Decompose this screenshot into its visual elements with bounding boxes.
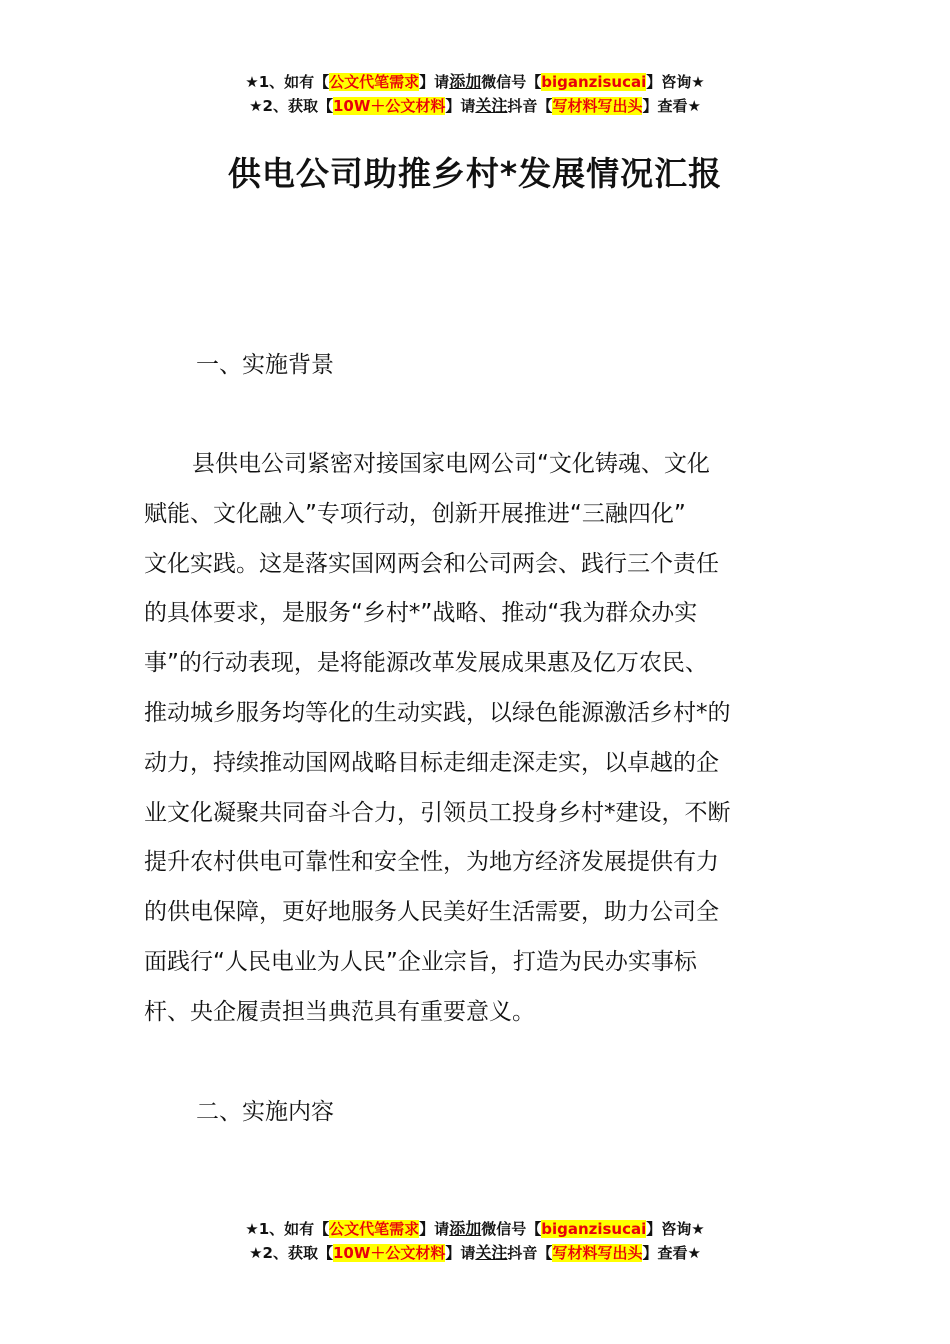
document-title: 供电公司助推乡村*发展情况汇报: [227, 154, 723, 193]
promo-line-2: ★2、获取【10W＋公文材料】请关注抖音【写材料写出头】查看★: [249, 96, 701, 115]
highlight-materials: 10W＋公文材料: [332, 97, 446, 115]
paragraph-line: 事”的行动表现，是将能源改革发展成果惠及亿万农民、: [144, 650, 708, 677]
promo-banner-bottom: [0, 1217, 950, 1265]
section-1-heading: 一、实施背景: [196, 352, 334, 378]
paragraph-line: 面践行“人民电业为人民”企业宗旨，打造为民办实事标: [144, 948, 697, 975]
promo-line-1: ★1、如有【公文代笔需求】请添加微信号【biganzisucai】咨询★: [245, 1219, 705, 1238]
paragraph-line: 县供电公司紧密对接国家电网公司“文化铸魂、文化: [192, 451, 710, 477]
paragraph-line: 的具体要求，是服务“乡村*”战略、推动“我为群众办实: [144, 600, 698, 627]
paragraph-line: 业文化凝聚共同奋斗合力，引领员工投身乡村*建设，不断: [144, 799, 731, 826]
promo-line-2: ★2、获取【10W＋公文材料】请关注抖音【写材料写出头】查看★: [249, 1243, 701, 1262]
paragraph-line: 提升农村供电可靠性和安全性，为地方经济发展提供有力: [144, 849, 719, 876]
paragraph-line: 推动城乡服务均等化的生动实践，以绿色能源激活乡村*的: [144, 699, 731, 726]
paragraph-line: 的供电保障，更好地服务人民美好生活需要，助力公司全: [144, 899, 719, 926]
highlight-service: 公文代笔需求: [329, 73, 420, 91]
highlight-service: 公文代笔需求: [329, 1220, 420, 1238]
highlight-douyin-account: 写材料写出头: [552, 97, 643, 115]
paragraph-line: 杆、央企履责担当典范具有重要意义。: [144, 998, 535, 1025]
paragraph-line: 动力，持续推动国网战略目标走细走深走实，以卓越的企: [144, 749, 719, 776]
highlight-wechat-id: biganzisucai: [541, 73, 647, 91]
promo-line-1: ★1、如有【公文代笔需求】请添加微信号【biganzisucai】咨询★: [245, 72, 705, 91]
highlight-douyin-account: 写材料写出头: [552, 1244, 643, 1262]
highlight-wechat-id: biganzisucai: [541, 1220, 647, 1238]
section-2-heading: 二、实施内容: [196, 1099, 334, 1125]
section-1-paragraph: [144, 440, 806, 1038]
promo-banner-top: [0, 70, 950, 118]
paragraph-line: 赋能、文化融入”专项行动，创新开展推进“三融四化”: [144, 500, 686, 527]
highlight-materials: 10W＋公文材料: [332, 1244, 446, 1262]
paragraph-line: 文化实践。这是落实国网两会和公司两会、践行三个责任: [144, 550, 719, 577]
